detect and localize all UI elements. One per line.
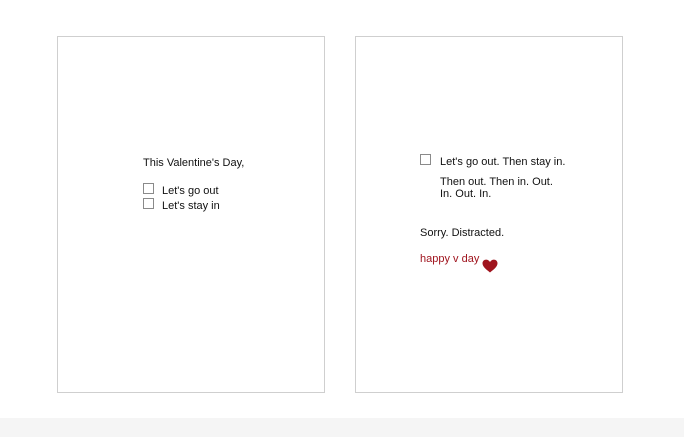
go-out-then-stay-in-checkbox[interactable] [420,154,431,165]
stay-in-checkbox[interactable] [143,198,154,209]
continuation-line-2: In. Out. In. [440,188,492,200]
go-out-checkbox[interactable] [143,183,154,194]
go-out-label: Let's go out [162,185,219,197]
page-bottom-band [0,418,684,437]
card-left [57,36,325,393]
stay-in-label: Let's stay in [162,200,220,212]
heart-icon [482,259,498,273]
continuation-line-1: Then out. Then in. Out. [440,176,553,188]
signoff-text: happy v day [420,253,480,265]
card-right [355,36,623,393]
apology-text: Sorry. Distracted. [420,227,505,239]
go-out-then-stay-in-label: Let's go out. Then stay in. [440,156,566,168]
greeting-text: This Valentine's Day, [143,157,245,169]
